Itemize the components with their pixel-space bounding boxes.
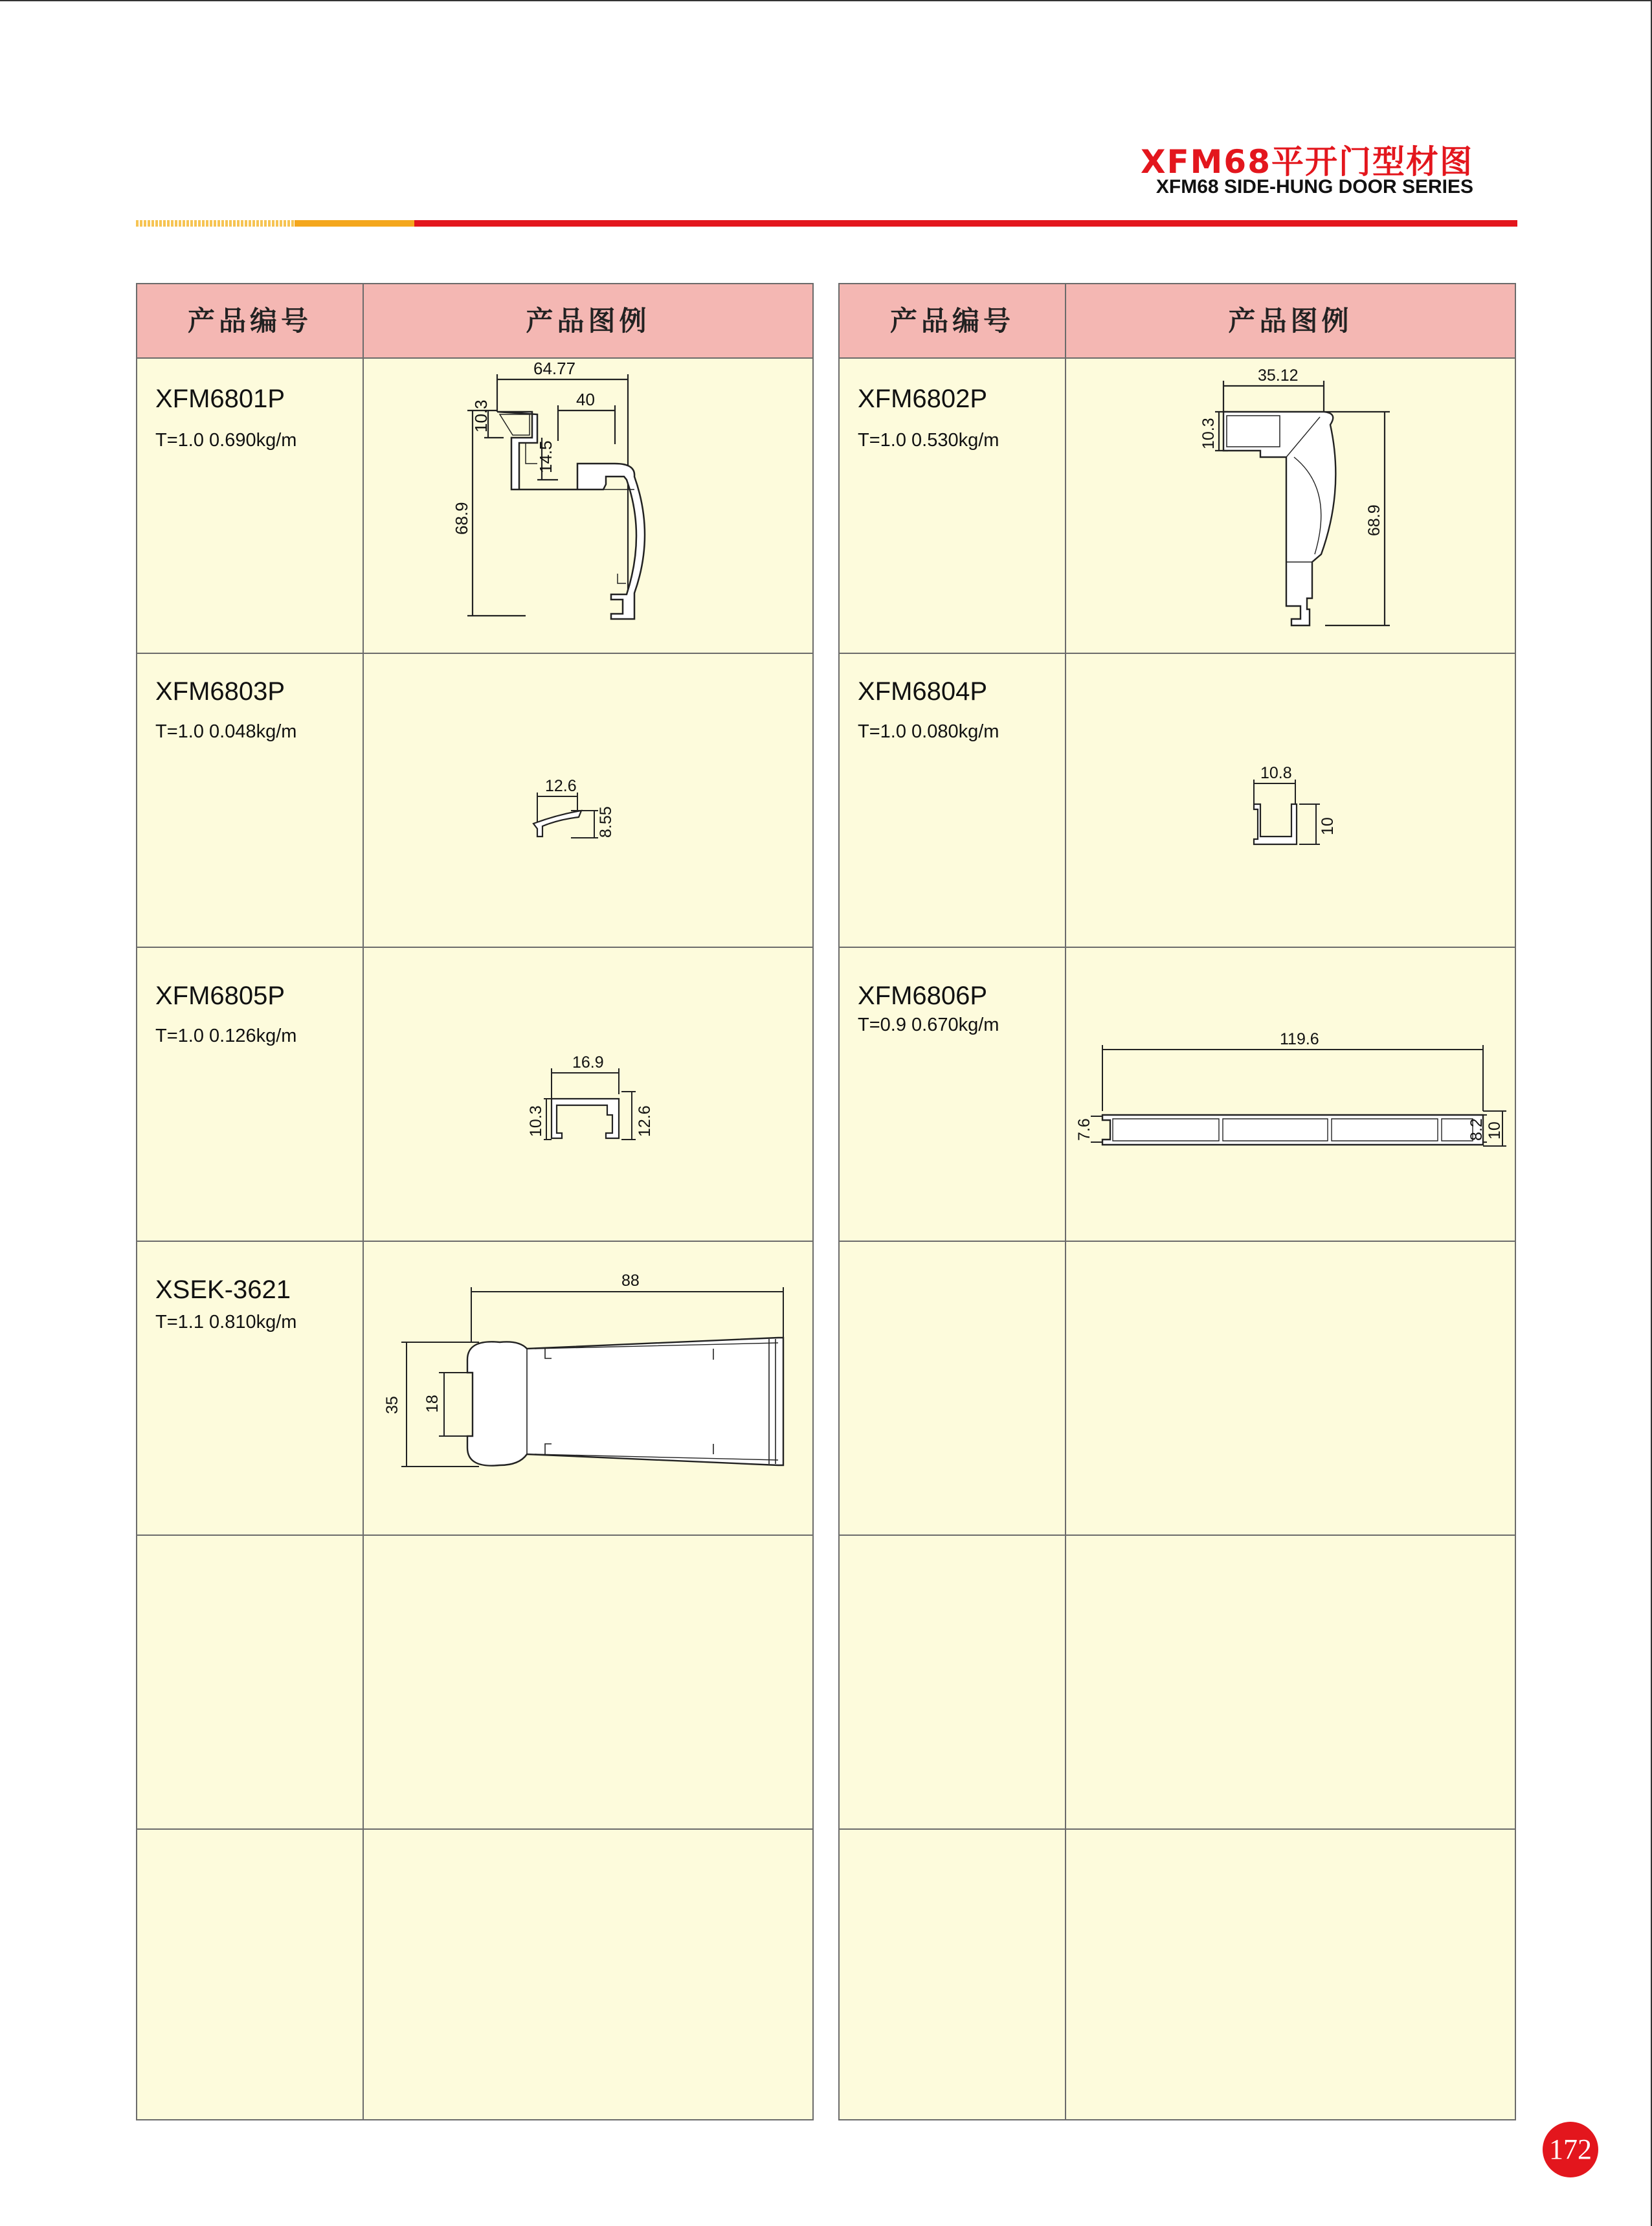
dim-label: 10.3 bbox=[1200, 418, 1218, 449]
header-rule-orange bbox=[295, 220, 414, 227]
table-header bbox=[840, 284, 1515, 359]
profile-drawing-xfm6804p bbox=[1066, 654, 1515, 945]
table-header bbox=[137, 284, 812, 359]
dim-label: 10 bbox=[1319, 817, 1337, 835]
product-spec: T=1.0 0.126kg/m bbox=[155, 1026, 297, 1046]
dim-label: 8.55 bbox=[597, 806, 615, 838]
dim-label: 10 bbox=[1486, 1121, 1504, 1140]
dim-label: 68.9 bbox=[1365, 504, 1383, 536]
dim-label: 18 bbox=[423, 1395, 441, 1413]
dim-label: 35.12 bbox=[1258, 366, 1299, 385]
page-number-badge: 172 bbox=[1543, 2122, 1598, 2177]
header-product-code: 产品编号 bbox=[889, 305, 1014, 337]
dim-label: 10.3 bbox=[527, 1105, 545, 1137]
product-code: XSEK-3621 bbox=[155, 1276, 291, 1304]
dim-label: 10.8 bbox=[1260, 764, 1292, 782]
product-code: XFM6804P bbox=[858, 677, 988, 706]
product-code: XFM6803P bbox=[155, 677, 285, 706]
dim-label: 119.6 bbox=[1280, 1030, 1319, 1048]
header-rule-dotted bbox=[136, 220, 295, 227]
profile-drawing-xfm6802p bbox=[1066, 360, 1515, 651]
product-spec: T=1.0 0.690kg/m bbox=[155, 430, 297, 451]
dim-label: 14.5 bbox=[536, 440, 555, 473]
dim-label: 12.6 bbox=[636, 1105, 654, 1137]
header-product-code: 产品编号 bbox=[187, 305, 312, 337]
row-divider bbox=[840, 1241, 1515, 1242]
profile-drawing-xfm6801p bbox=[364, 360, 812, 651]
header-product-figure: 产品图例 bbox=[526, 305, 651, 337]
product-code: XFM6806P bbox=[858, 982, 988, 1010]
page-subtitle: XFM68 SIDE-HUNG DOOR SERIES bbox=[1155, 176, 1473, 197]
dim-label: 12.6 bbox=[545, 777, 577, 795]
product-spec: T=1.1 0.810kg/m bbox=[155, 1312, 297, 1332]
profile-drawing-xfm6805p bbox=[364, 948, 812, 1239]
product-spec: T=0.9 0.670kg/m bbox=[858, 1015, 999, 1035]
header-product-figure: 产品图例 bbox=[1228, 305, 1353, 337]
profile-drawing-xsek3621 bbox=[364, 1242, 812, 1533]
row-divider bbox=[840, 1828, 1515, 1830]
row-divider bbox=[840, 1535, 1515, 1536]
row-divider bbox=[137, 1535, 812, 1536]
profile-drawing-xfm6803p bbox=[364, 654, 812, 945]
header-rule-red bbox=[414, 220, 1517, 227]
dim-label: 10.3 bbox=[471, 399, 491, 433]
row-divider bbox=[137, 1828, 812, 1830]
dim-label: 35 bbox=[383, 1396, 401, 1414]
dim-label: 40 bbox=[576, 390, 595, 409]
product-spec: T=1.0 0.048kg/m bbox=[155, 721, 297, 742]
dim-label: 7.6 bbox=[1075, 1118, 1093, 1141]
dim-label: 68.9 bbox=[452, 502, 471, 535]
product-code: XFM6801P bbox=[155, 385, 285, 413]
dim-label: 8.2 bbox=[1468, 1118, 1486, 1141]
crop-mark-top bbox=[0, 0, 1652, 1]
dim-label: 88 bbox=[621, 1272, 640, 1290]
product-spec: T=1.0 0.080kg/m bbox=[858, 721, 999, 742]
page-title: XFM68平开门型材图 bbox=[1140, 143, 1473, 181]
profile-drawing-xfm6806p bbox=[1066, 948, 1515, 1239]
product-code: XFM6805P bbox=[155, 982, 285, 1010]
product-code: XFM6802P bbox=[858, 385, 988, 413]
dim-label: 64.77 bbox=[533, 360, 576, 378]
product-table-right bbox=[838, 283, 1516, 2120]
product-spec: T=1.0 0.530kg/m bbox=[858, 430, 999, 451]
product-table-left bbox=[136, 283, 814, 2120]
dim-label: 16.9 bbox=[572, 1053, 604, 1072]
